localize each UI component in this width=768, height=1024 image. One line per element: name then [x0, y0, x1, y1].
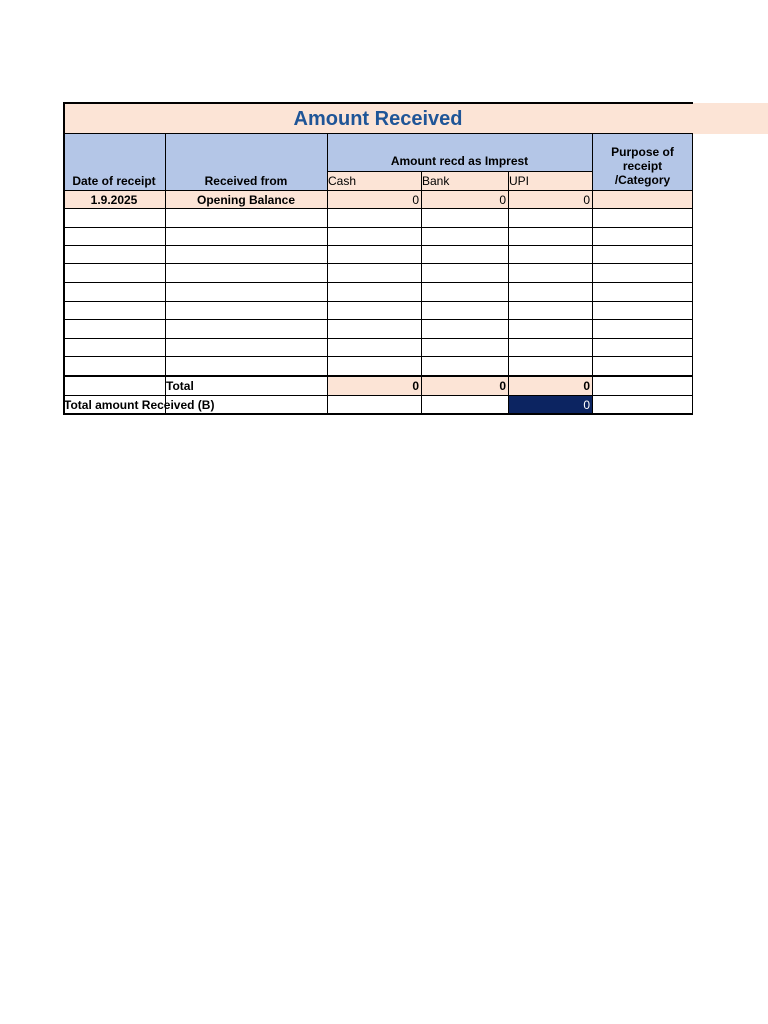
grid-hline [63, 133, 693, 134]
opening-received-from-cell[interactable]: Opening Balance [165, 191, 327, 209]
opening-upi-cell[interactable]: 0 [508, 191, 592, 209]
total-upi-cell[interactable]: 0 [508, 377, 592, 395]
grand-total-label-cell[interactable]: Total amount Received (B) [64, 398, 215, 412]
grid-vline [63, 102, 65, 414]
grid-hline [63, 102, 693, 104]
grid-hline [63, 227, 693, 228]
total-label-cell[interactable]: Total [166, 379, 194, 393]
grand-total-value-cell[interactable]: 0 [508, 396, 592, 414]
header-cash-label: Cash [328, 174, 357, 188]
opening-date-cell[interactable]: 1.9.2025 [63, 191, 165, 209]
grid-hline [327, 171, 592, 172]
sheet-title: Amount Received [293, 108, 463, 130]
total-cash-cell[interactable]: 0 [327, 377, 421, 395]
opening-bank-cell[interactable]: 0 [421, 191, 508, 209]
header-purpose-label-line2: receipt [622, 159, 663, 173]
grid-hline [63, 263, 693, 264]
opening-cash-cell[interactable]: 0 [327, 191, 421, 209]
grid-vline [421, 172, 422, 414]
grid-hline [63, 338, 693, 339]
grid-hline [63, 208, 693, 209]
grid-vline [592, 134, 593, 414]
opening-purpose-cell[interactable] [592, 191, 693, 209]
header-date-label: Date of receipt [72, 174, 156, 188]
header-bank-label: Bank [422, 174, 450, 188]
grid-vline [508, 172, 509, 414]
grid-hline [63, 375, 693, 377]
grid-hline [63, 301, 693, 302]
grid-hline [63, 190, 693, 191]
grid-hline [63, 245, 693, 246]
grid-hline [63, 282, 693, 283]
grid-hline [63, 319, 693, 320]
header-purpose-label-line3: /Category [614, 173, 671, 187]
grid-hline [63, 356, 693, 357]
header-upi-label: UPI [509, 174, 530, 188]
header-imprest-label: Amount recd as Imprest [390, 154, 529, 168]
grid-vline [327, 134, 328, 414]
grid-vline [692, 134, 693, 415]
total-bank-cell[interactable]: 0 [421, 377, 508, 395]
header-purpose-label-line1: Purpose of [611, 145, 674, 159]
grid-vline [165, 134, 166, 414]
header-received-from-label: Received from [204, 174, 288, 188]
